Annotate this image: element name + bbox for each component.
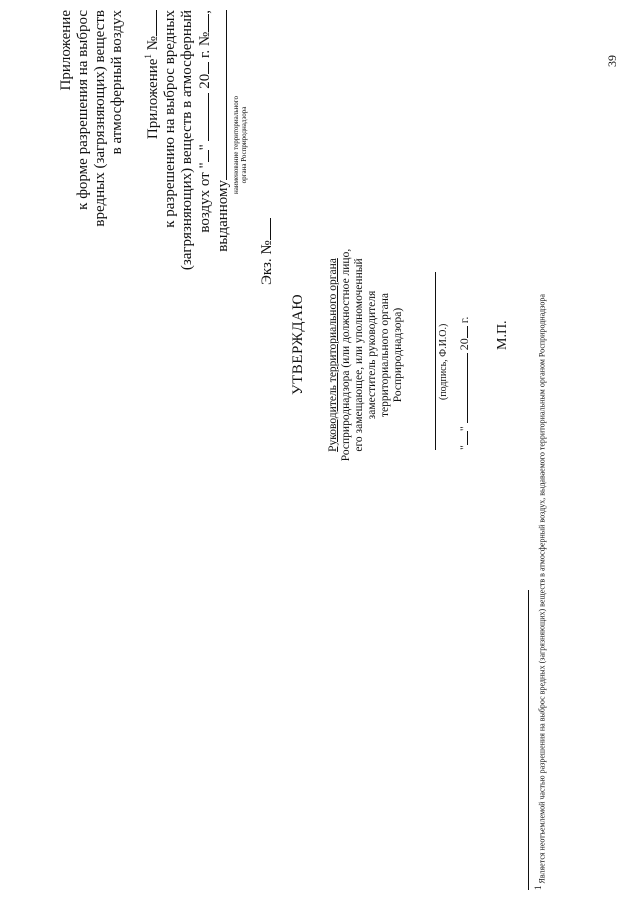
issued-caption: [232, 10, 248, 400]
issued-line: [214, 10, 232, 400]
date-prefix: воздух от ": [197, 162, 213, 233]
approve-line: заместитель руководителя: [366, 290, 378, 420]
permit-number-blank: [196, 14, 209, 32]
approve-line: его замещающее, или уполномоченный: [353, 258, 365, 452]
year-blank: [196, 62, 209, 74]
date-quote-close: ": [457, 426, 471, 432]
footnote: [533, 190, 548, 890]
day-blank: [196, 150, 209, 162]
appendix-line-4: воздух от "" 20 г. №,: [197, 10, 213, 233]
appendix-line-2: к разрешению на выброс вредных: [162, 10, 178, 228]
month-blank: [196, 93, 209, 141]
appendix-title: Приложение: [145, 58, 161, 140]
page-number: 39: [605, 55, 619, 67]
copy-number-blank: [258, 218, 271, 240]
approve-date-line: [455, 317, 472, 450]
approve-line: территориального органа: [379, 292, 391, 418]
footnote-number: 1: [533, 885, 543, 890]
number-blank: [144, 10, 157, 36]
footnote-text: Является неотъемлемой частью разрешения на выброс вредных (загрязняющих) веществ в атмосферный воздух, выдаваемого территориальным органом Росприроднадзора: [537, 294, 547, 884]
footnote-rule: [528, 590, 529, 890]
year-prefix: 20: [197, 73, 213, 89]
appendix-header-line: Приложение: [58, 10, 74, 91]
approve-year-suffix: г.: [457, 316, 471, 324]
approve-day-blank: [455, 431, 468, 445]
approve-year: 20: [457, 338, 471, 351]
approve-title: УТВЕРЖДАЮ: [290, 293, 306, 395]
number-sign: №: [145, 36, 161, 51]
appendix-header: [58, 10, 126, 300]
appendix-title-line: [140, 10, 162, 400]
copy-number-label: Экз. №: [259, 240, 275, 285]
signature-line: [435, 272, 436, 450]
footnote-mark: 1: [143, 54, 153, 59]
signature-caption: (подпись, Ф.И.О.): [438, 323, 449, 400]
year-suffix: г. №: [197, 31, 213, 59]
approve-line: Росприроднадзора): [392, 307, 404, 403]
issued-label: выданному: [215, 180, 231, 252]
issued-blank: [214, 10, 227, 180]
issued-caption-line: наименование территориального: [232, 96, 240, 194]
appendix-header-line: вредных (загрязняющих) веществ: [92, 10, 108, 227]
appendix-header-line: в атмосферный воздух: [109, 10, 125, 155]
date-quote: ": [197, 144, 213, 151]
appendix-header-line: к форме разрешения на выброс: [75, 10, 91, 210]
approve-year-blank: [455, 326, 468, 338]
approve-month-blank: [455, 353, 468, 423]
approve-line: Росприроднадзора (или должностное лицо,: [340, 248, 352, 462]
appendix-number-block: [140, 10, 248, 400]
copy-number: [258, 218, 276, 285]
date-quote-open: ": [457, 445, 471, 450]
approve-body: [327, 215, 405, 495]
appendix-line-3: (загрязняющих) веществ в атмосферный: [179, 10, 195, 271]
stamp-place: М.П.: [495, 320, 510, 350]
issued-caption-line: органа Росприроднадзора: [240, 106, 248, 184]
approve-line: Руководитель территориального органа: [327, 258, 339, 452]
